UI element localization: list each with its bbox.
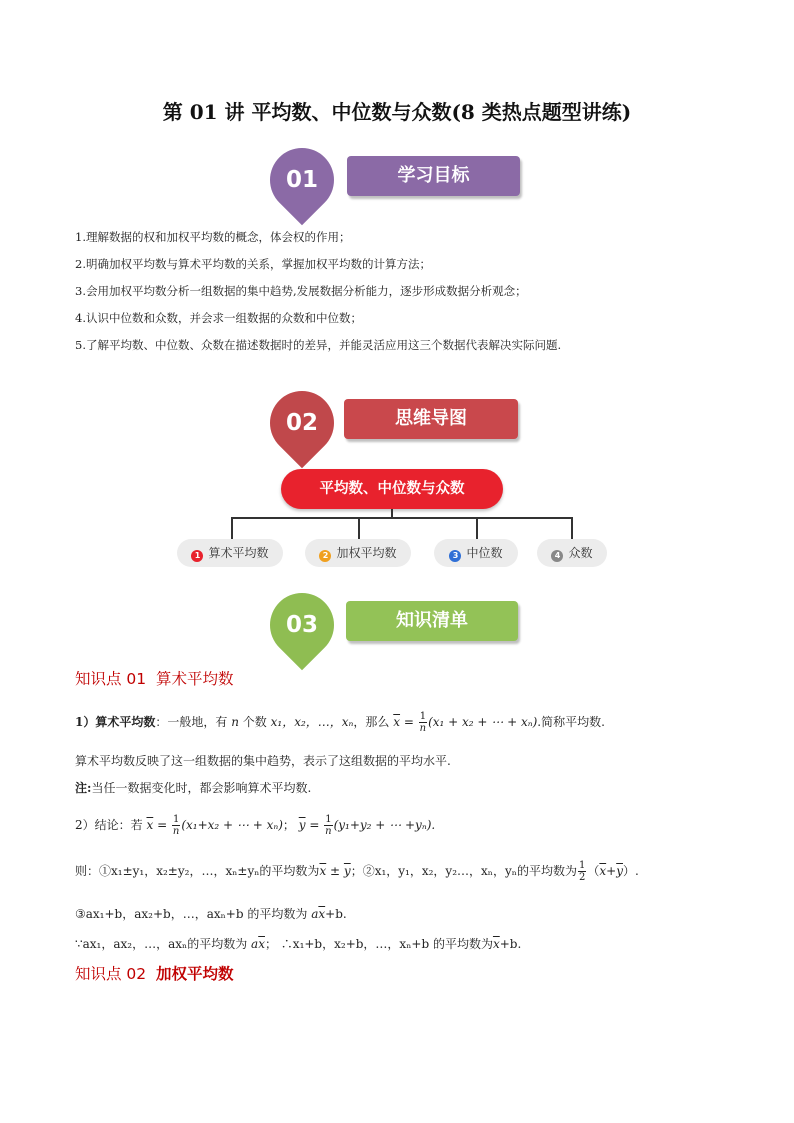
text: .简称平均数. — [537, 715, 605, 729]
vars: x₁，x₂，…，xₙ — [270, 715, 354, 729]
numerator: 1 — [419, 711, 427, 722]
denominator: 2 — [578, 872, 586, 883]
sum-expression: (x₁ + x₂ + ⋯ + xₙ) — [428, 715, 538, 729]
mindmap-node-mode — [537, 539, 607, 567]
fraction — [324, 814, 332, 837]
node-number-badge: 4 — [551, 550, 563, 562]
mean-symbol: $\overline{x}$ — [146, 818, 154, 832]
term-label: 1）算术平均数 — [75, 715, 156, 729]
mindmap-node-arithmetic-mean — [177, 539, 283, 567]
goal-item: 3.会用加权平均数分析一组数据的集中趋势,发展数据分析能力，逐步形成数据分析观念； — [75, 284, 527, 298]
text: ）. — [622, 864, 639, 878]
page-title: 第 01 讲 平均数、中位数与众数(8 类热点题型讲练) — [162, 100, 632, 124]
mindmap-connector — [231, 517, 573, 519]
kp-name: 加权平均数 — [156, 965, 234, 983]
text: ； — [282, 818, 295, 832]
text: 2）结论：若 — [75, 818, 143, 832]
kp-number: 知识点 02 — [75, 965, 147, 983]
conclusion-line: 2）结论：若 $\overline{x}$ = $\frac{1}{n}$ (x₁+x₂ + ⋯ + xₙ)； $\overline{y}$ = $\frac{1}{n}$ (y₁+y₂ + ⋯ +yₙ). — [75, 814, 436, 837]
knowledge-point-heading — [75, 667, 234, 689]
mindmap-root: 平均数、中位数与众数 — [281, 469, 503, 509]
text: ③ax₁+b，ax₂+b，…，axₙ+b 的平均数为 — [75, 907, 308, 921]
mean-symbol: $\overline{x}$ — [599, 864, 607, 878]
mindmap-connector — [358, 517, 360, 539]
property-line: ∵ax₁，ax₂，…，axₙ的平均数为 $a\overline{x}$； ∴x₁+b，x₂+b，…，xₙ+b 的平均数为$\overline{x}+b$. — [75, 937, 522, 951]
mindmap-node-weighted-mean — [305, 539, 411, 567]
node-label: 众数 — [568, 546, 593, 560]
node-number-badge: 1 — [191, 550, 203, 562]
text: 个数 — [242, 715, 267, 729]
kp-name: 算术平均数 — [156, 670, 234, 688]
mindmap-connector — [476, 517, 478, 539]
text: +b. — [499, 937, 522, 951]
definition-line: 1）算术平均数：一般地，有 n 个数 x₁，x₂，…，xₙ，那么 $\overline{x}$ = $\frac{1}{n}$ (x₁ + x₂ + ⋯ + xₙ).简称平均数. — [75, 711, 605, 734]
mean-symbol: $\overline{y}$ — [616, 864, 623, 878]
fraction — [172, 814, 180, 837]
mean-symbol: $\overline{x}$ — [258, 937, 265, 951]
text: +b. — [325, 907, 347, 921]
kp-number: 知识点 01 — [75, 670, 147, 688]
node-label: 加权平均数 — [336, 546, 397, 560]
node-label: 算术平均数 — [208, 546, 269, 560]
badge-label: 思维导图 — [344, 399, 518, 439]
mean-symbol: $\overline{x}$ — [492, 937, 500, 951]
text-line: 算术平均数反映了这一组数据的集中趋势，表示了这组数据的平均水平. — [75, 754, 451, 768]
fraction — [578, 860, 586, 883]
badge-number: 03 — [285, 612, 318, 638]
property-line: 则：①x₁±y₁，x₂±y₂，…，xₙ±yₙ的平均数为$\overline{x} \pm \overline{y}$；②x₁，y₁，x₂，y₂…，xₙ，yₙ的平均数为 $\frac{1}{2}$ $(\overline{x}+\overline{y})$. — [75, 860, 639, 883]
badge-label: 知识清单 — [346, 601, 518, 641]
text: ∵ax₁，ax₂，…，axₙ的平均数为 — [75, 937, 248, 951]
mindmap-connector — [571, 517, 573, 539]
note-text: 当任一数据变化时，都会影响算术平均数. — [91, 781, 312, 795]
mean-symbol: $\overline{y}$ — [298, 818, 306, 832]
text: （ — [587, 864, 600, 878]
goal-item: 5.了解平均数、中位数、众数在描述数据时的差异，并能灵活应用这三个数据代表解决实际问题. — [75, 338, 562, 352]
denominator: n — [325, 826, 332, 837]
badge-number: 01 — [285, 167, 318, 193]
goal-item: 1.理解数据的权和加权平均数的概念，体会权的作用； — [75, 230, 351, 244]
text: ：一般地，有 — [155, 715, 228, 729]
mean-symbol: $\overline{x}$ — [319, 864, 327, 878]
goal-item: 2.明确加权平均数与算术平均数的关系，掌握加权平均数的计算方法； — [75, 257, 431, 271]
badge-label: 学习目标 — [347, 156, 520, 196]
node-number-badge: 3 — [449, 550, 461, 562]
denominator: n — [172, 826, 180, 837]
text: ；②x₁，y₁，x₂，y₂…，xₙ，yₙ的平均数为 — [350, 864, 577, 878]
fraction — [419, 711, 427, 734]
node-label: 中位数 — [466, 546, 503, 560]
text: ； ∴x₁+b，x₂+b，…，xₙ+b 的平均数为 — [264, 937, 493, 951]
sum-expression: (y₁+y₂ + ⋯ +yₙ). — [333, 818, 436, 832]
numerator: 1 — [325, 814, 332, 825]
goal-item: 4.认识中位数和众数，并会求一组数据的众数和中位数； — [75, 311, 362, 325]
note-label: 注: — [75, 781, 92, 795]
mindmap-node-median — [434, 539, 518, 567]
mean-symbol: $\overline{x}$ — [393, 715, 401, 729]
var-n: n — [231, 715, 239, 729]
knowledge-point-heading — [75, 962, 234, 984]
denominator: n — [419, 723, 427, 734]
property-line: ③ax₁+b，ax₂+b，…，axₙ+b 的平均数为 $a\overline{x}+b$. — [75, 907, 347, 921]
numerator: 1 — [172, 814, 180, 825]
mean-symbol: $\overline{y}$ — [343, 864, 351, 878]
numerator: 1 — [578, 860, 586, 871]
text: ，那么 — [353, 715, 390, 729]
node-number-badge: 2 — [319, 550, 331, 562]
note-line — [75, 779, 311, 796]
sum-expression: (x₁+x₂ + ⋯ + xₙ) — [181, 818, 283, 832]
mean-symbol: $\overline{x}$ — [318, 907, 326, 921]
badge-number: 02 — [285, 410, 318, 436]
text: 则：①x₁±y₁，x₂±y₂，…，xₙ±yₙ的平均数为 — [75, 864, 320, 878]
mindmap-connector — [231, 517, 233, 539]
